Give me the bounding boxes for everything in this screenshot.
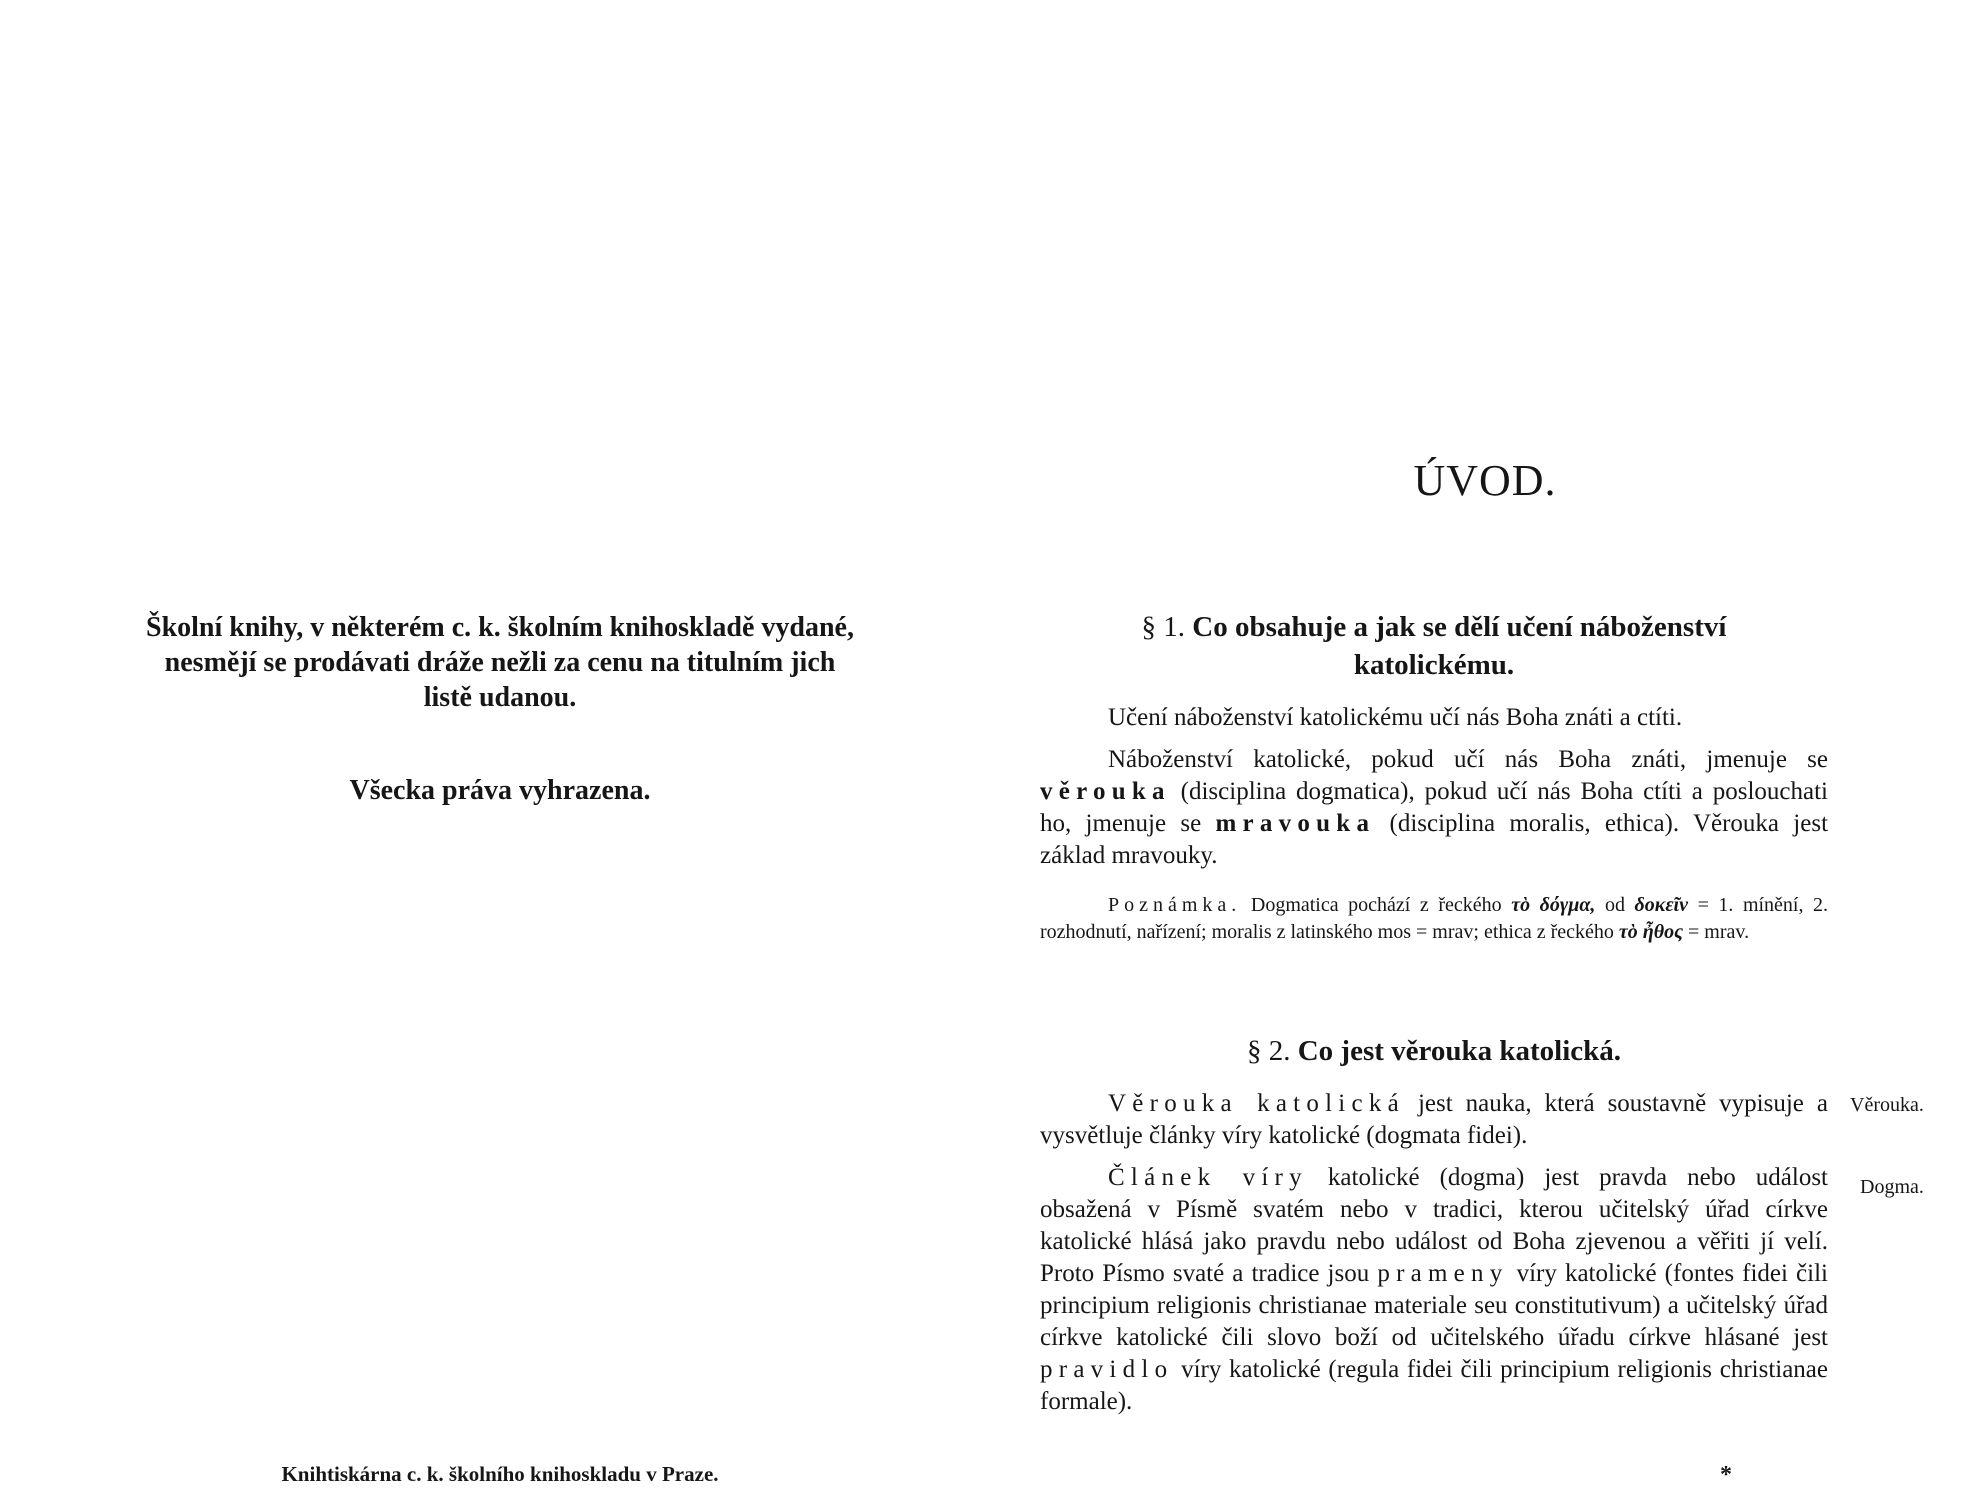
section-2 bbox=[1040, 1032, 1828, 1418]
section-1-para-2 bbox=[1040, 744, 1828, 872]
printer-imprint: Knihtiskárna c. k. školního knihoskladu v Praze. bbox=[281, 1462, 719, 1486]
section-2-para-2 bbox=[1040, 1162, 1828, 1418]
section-sign: § 2. bbox=[1246, 1035, 1291, 1067]
section-1-heading bbox=[1040, 608, 1828, 684]
section-2-para-1 bbox=[1040, 1088, 1828, 1152]
section-2-title: Co jest věrouka katolická. bbox=[1297, 1035, 1622, 1067]
greek-word: τὸ ἦθος bbox=[1618, 921, 1684, 943]
notice-line: Školní knihy, v některém c. k. školním knihoskladě vydané, bbox=[146, 612, 854, 643]
chapter-title: ÚVOD. bbox=[1413, 456, 1557, 505]
note-text: = 1. mínění, 2. rozhodnutí, nařízení; moralis z latinského mos = mrav; ethica z řeckého bbox=[1040, 894, 1829, 943]
section-2-heading bbox=[1040, 1032, 1828, 1070]
margin-note-dogma: Dogma. bbox=[1860, 1176, 1924, 1198]
term-prameny: prameny bbox=[1377, 1260, 1509, 1287]
note-label: Poznámka. bbox=[1108, 894, 1242, 916]
rights-reserved: Všecka práva vyhrazena. bbox=[349, 775, 651, 806]
note-text: Dogmatica pochází z řeckého bbox=[1250, 894, 1502, 916]
margin-note-verouka: Věrouka. bbox=[1850, 1094, 1924, 1116]
para-text: víry katolické (regula fidei čili principium religionis christianae formale). bbox=[1040, 1356, 1828, 1415]
term-pravidlo: pravidlo bbox=[1040, 1356, 1174, 1383]
section-sign: § 1. bbox=[1141, 611, 1186, 643]
notice-line: nesmějí se prodávati dráže nežli za cenu na titulním jich bbox=[164, 647, 836, 678]
section-1-title-line2: katolickému. bbox=[1353, 649, 1515, 681]
section-1-note bbox=[1040, 892, 1828, 946]
para-text: jest nauka, která soustavně vypisuje a vysvětluje články víry katolické (dogmata fidei). bbox=[1040, 1090, 1828, 1149]
para-text: Náboženství katolické, pokud učí nás Boha znáti, jmenuje se bbox=[1108, 746, 1828, 773]
note-text: = mrav. bbox=[1688, 921, 1750, 943]
signature-mark: * bbox=[1720, 1462, 1732, 1488]
term-verouka: věrouka bbox=[1040, 778, 1171, 805]
section-1 bbox=[1040, 608, 1828, 946]
note-text: od bbox=[1604, 894, 1625, 916]
sale-notice bbox=[95, 610, 905, 715]
greek-word: δοκεῖν bbox=[1634, 894, 1688, 916]
para-text: víry katolické (fontes fidei čili principium religionis christianae materiale seu constitutivum) a učitelský úřad církve katolické čili slovo boží od učitelského úřadu církve hlásané jest bbox=[1040, 1260, 1828, 1351]
para-text: katolické (dogma) jest pravda nebo událost obsažená v Písmě svatém nebo v tradici, kterou učitelský úřad církve katolické hlásá jako pravdu nebo událost od Boha zjevenou a věřiti jí velí. Proto Písmo svaté a tradice jsou bbox=[1040, 1164, 1828, 1287]
greek-word: τὸ δόγμα, bbox=[1511, 894, 1596, 916]
term-clanek-viry: Článek víry bbox=[1108, 1164, 1308, 1191]
term-mravouka: mravouka bbox=[1215, 810, 1376, 837]
para-text: (disciplina dogmatica), pokud učí nás Boha ctíti a poslouchati ho, jmenuje se bbox=[1040, 778, 1828, 837]
para-text: (disciplina moralis, ethica). Věrouka jest základ mravouky. bbox=[1040, 810, 1829, 869]
section-1-para-1: Učení náboženství katolickému učí nás Boha znáti a ctíti. bbox=[1108, 704, 1683, 731]
term-verouka-katolicka: Věrouka katolická bbox=[1108, 1090, 1405, 1117]
right-page bbox=[990, 0, 1980, 1500]
section-1-title-line1: Co obsahuje a jak se dělí učení náboženství bbox=[1192, 611, 1727, 643]
notice-line: listě udanou. bbox=[423, 682, 577, 713]
